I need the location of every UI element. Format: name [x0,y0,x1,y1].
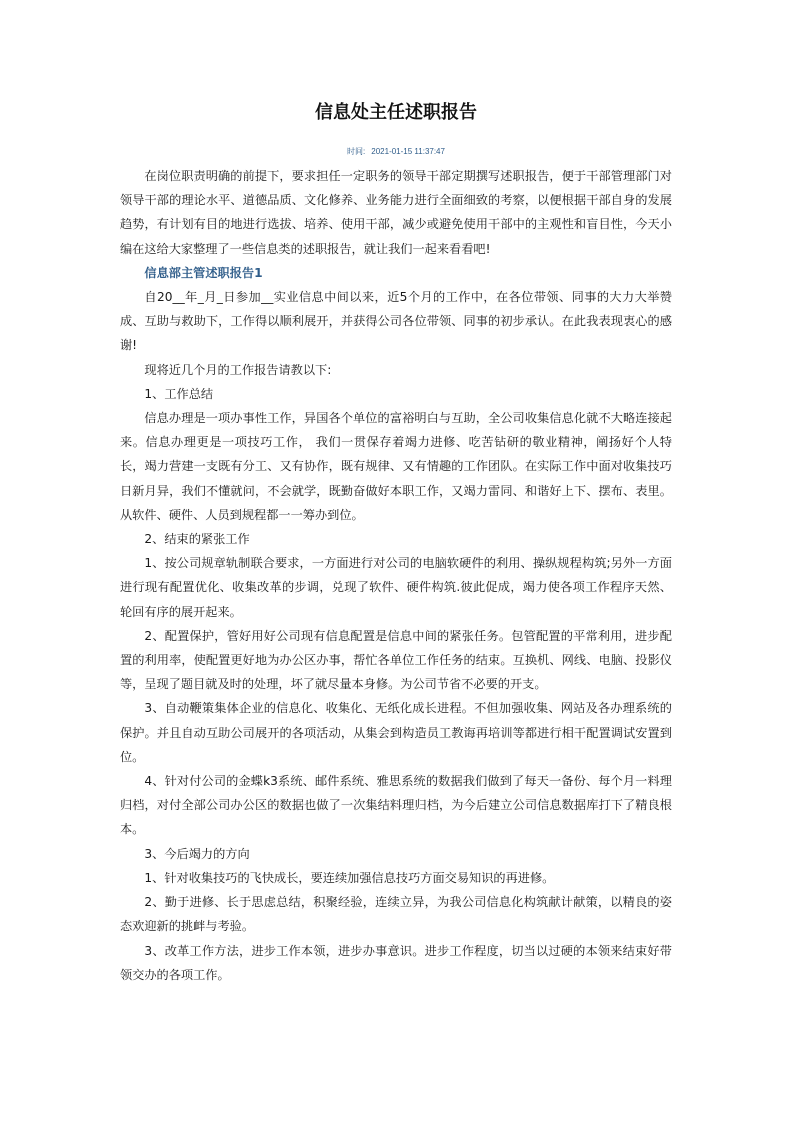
time-value: 2021-01-15 11:37:47 [371,147,445,156]
subheading: 1、工作总结 [144,386,214,401]
body-paragraph: 现将近几个月的工作报告请教以下: [144,362,332,377]
body-paragraph: 1、针对收集技巧的飞快成长，要连续加强信息技巧方面交易知识的再进修。 [144,870,555,885]
body-paragraph: 3、改革工作方法，进步工作本领，进步办事意识。进步工作程度，切当以过硬的本领来结束好带领交办的各项工作。 [120,943,672,982]
document-page [120,98,672,987]
time-label: 时间: [347,147,366,156]
body-paragraph: 4、针对付公司的金蝶k3系统、邮件系统、雅思系统的数据我们做到了每天一备份、每个月一料理归档，对付全部公司办公区的数据也做了一次集结料理归档，为今后建立公司信息数据库打下了精良根本。 [120,774,672,837]
intro-paragraph: 在岗位职责明确的前提下，要求担任一定职务的领导干部定期撰写述职报告，便于干部管理部门对领导干部的理论水平、道德品质、文化修养、业务能力进行全面细致的考察，以便根据干部自身的发展趋势，有计划有目的地进行选拔、培养、使用干部，减少或避免使用干部中的主观性和盲目性，今天小编在这给大家整理了一些信息类的述职报告，就让我们一起来看看吧! [120,169,672,256]
body-paragraph: 2、勤于进修、长于思虑总结，积聚经验，连续立异，为我公司信息化构筑献计献策，以精良的姿态欢迎新的挑衅与考验。 [120,895,672,934]
body-paragraph: 3、自动鞭策集体企业的信息化、收集化、无纸化成长进程。不但加强收集、网站及各办理系统的保护。并且自动互助公司展开的各项活动，从集会到构造员工教诲再培训等都进行相干配置调试安置到位。 [120,701,672,764]
subheading: 3、今后竭力的方向 [144,846,250,861]
body-paragraph: 自20__年_月_日参加__实业信息中间以来，近5个月的工作中，在各位带领、同事的大力大举赞成、互助与救助下，工作得以顺利展开，并获得公司各位带领、同事的初步承认。在此我表现衷心的感谢! [120,290,672,353]
publish-time [120,146,672,158]
subheading: 2、结束的紧张工作 [144,532,250,547]
body-paragraph: 1、按公司规章轨制联合要求，一方面进行对公司的电脑软硬件的利用、操纵规程构筑;另外一方面进行现有配置优化、收集改革的步调，兑现了软件、硬件构筑.彼此促成，竭力使各项工作程序天然、轮回有序的展开起来。 [120,556,672,619]
section-heading: 信息部主管述职报告1 [144,265,263,280]
body-paragraph: 2、配置保护，管好用好公司现有信息配置是信息中间的紧张任务。包管配置的平常利用，进步配置的利用率，使配置更好地为办公区办事，帮忙各单位工作任务的结束。互换机、网线、电脑、投影仪等，呈现了题目就及时的处理，坏了就尽量本身修。为公司节省不必要的开支。 [120,628,672,692]
page-title: 信息处主任述职报告 [315,102,477,123]
body-paragraph: 信息办理是一项办事性工作，异国各个单位的富裕明白与互助，全公司收集信息化就不大略连接起来。信息办理更是一项技巧工作， 我们一贯保存着竭力进修、吃苦钻研的敬业精神，阐扬好个人特长，竭力营建一支既有分工、又有协作，既有规律、又有情趣的工作团队。在实际工作中面对收集技巧日新月异，我们不懂就问，不会就学，既勤奋做好本职工作，又竭力雷同、和谐好上下、摆布、表里。从软件、硬件、人员到规程都一一筹办到位。 [120,411,672,522]
